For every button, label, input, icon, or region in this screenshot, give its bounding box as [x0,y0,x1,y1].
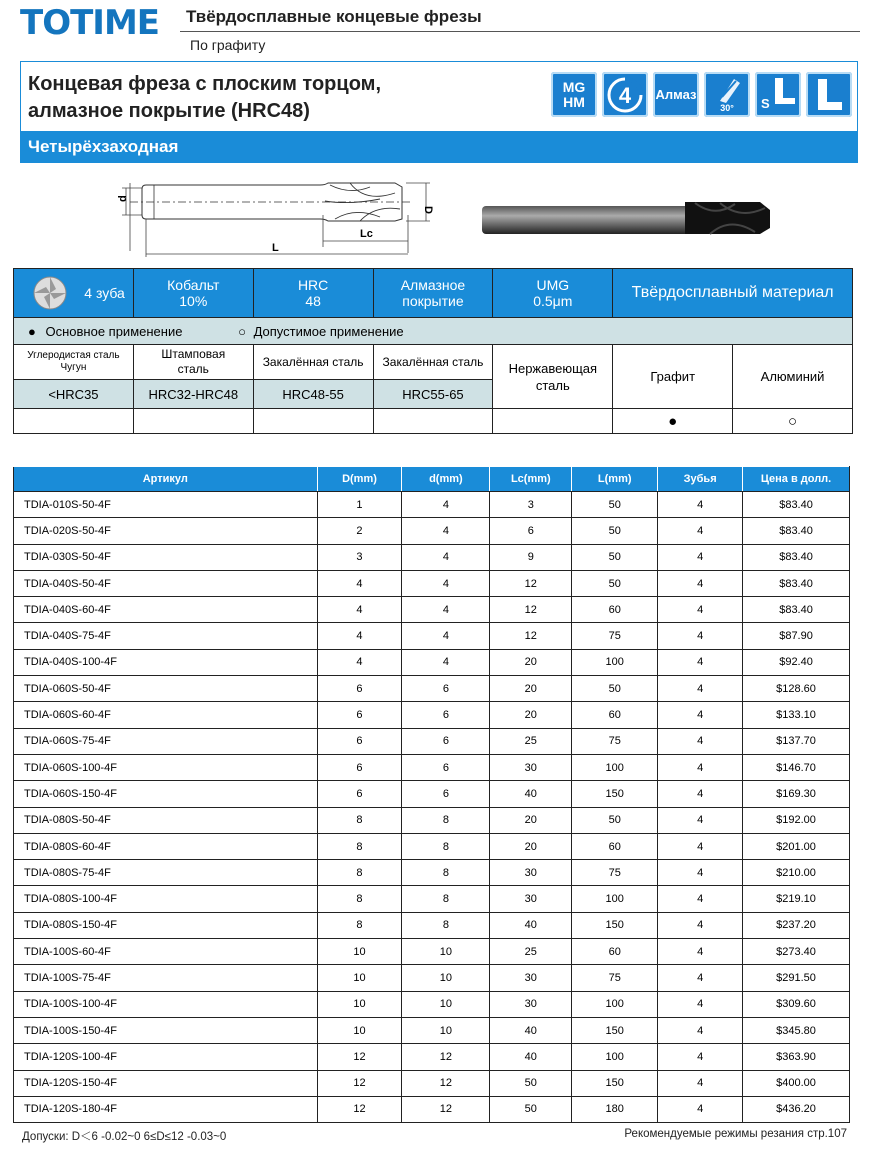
table-cell: 50 [572,676,658,702]
cast-iron-label: Чугун [60,362,87,373]
table-cell: 8 [317,833,402,859]
article-cell: TDIA-040S-75-4F [14,623,318,649]
table-cell: 8 [317,860,402,886]
section-bar: Четырёхзаходная [20,131,858,163]
table-cell: 20 [490,702,572,728]
table-row [14,1096,850,1122]
table-cell: 4 [317,623,402,649]
article-cell: TDIA-010S-50-4F [14,492,318,518]
table-row [14,965,850,991]
table-row [14,1070,850,1096]
hardened-steel-header-2: Закалённая сталь [373,345,493,380]
table-cell: 4 [402,597,490,623]
table-cell: 4 [658,754,743,780]
table-row [14,597,850,623]
column-header: d(mm) [402,467,490,492]
table-cell: 100 [572,754,658,780]
table-row [14,860,850,886]
article-cell: TDIA-080S-75-4F [14,860,318,886]
table-cell: $133.10 [743,702,850,728]
article-cell: TDIA-100S-150-4F [14,1017,318,1043]
table-cell: 4 [658,833,743,859]
table-cell: 6 [402,702,490,728]
table-cell: 30 [490,965,572,991]
table-cell: 10 [317,939,402,965]
article-cell: TDIA-060S-50-4F [14,676,318,702]
article-cell: TDIA-100S-75-4F [14,965,318,991]
table-cell: 4 [658,676,743,702]
table-cell: 75 [572,965,658,991]
table-cell: $400.00 [743,1070,850,1096]
table-row [14,623,850,649]
die-steel-value: HRC32-HRC48 [133,380,253,409]
diamond-label: Алмаз [655,87,697,102]
table-cell: 8 [317,886,402,912]
article-cell: TDIA-080S-100-4F [14,886,318,912]
hrc-label: HRC [297,277,329,293]
table-cell: 10 [317,965,402,991]
table-cell: 4 [658,597,743,623]
table-cell: 6 [317,702,402,728]
coating-label-2: покрытие [402,293,464,309]
table-row [14,807,850,833]
table-cell: 150 [572,1070,658,1096]
table-cell: 40 [490,1017,572,1043]
table-cell: 12 [317,1070,402,1096]
table-cell: 8 [402,912,490,938]
article-cell: TDIA-100S-60-4F [14,939,318,965]
table-cell: 4 [658,912,743,938]
table-cell: $128.60 [743,676,850,702]
table-cell: 100 [572,991,658,1017]
table-cell: $87.90 [743,623,850,649]
drawing-D-label: D [422,206,434,214]
table-cell: 50 [572,544,658,570]
helix-angle-badge-icon [704,72,750,117]
table-cell: 4 [658,570,743,596]
table-cell: 30 [490,754,572,780]
table-cell: 4 [658,991,743,1017]
table-cell: 30 [490,991,572,1017]
table-cell: 30 [490,860,572,886]
table-cell: 180 [572,1096,658,1122]
table-cell: 10 [317,1017,402,1043]
brand-logo: TOTIME [20,3,159,43]
table-cell: 40 [490,781,572,807]
table-cell: 6 [317,728,402,754]
table-cell: 30 [490,886,572,912]
table-cell: $83.40 [743,492,850,518]
article-cell: TDIA-120S-180-4F [14,1096,318,1122]
table-cell: $137.70 [743,728,850,754]
table-cell: 4 [317,570,402,596]
table-cell: 12 [317,1044,402,1070]
table-cell: 4 [658,781,743,807]
table-cell: $363.90 [743,1044,850,1070]
table-cell: $83.40 [743,518,850,544]
stainless-label-1: Нержавеющая [508,360,598,376]
table-cell: 10 [402,939,490,965]
table-cell: 4 [658,518,743,544]
table-cell: 12 [402,1044,490,1070]
cutting-modes-note: Рекомендуемые режимы резания стр.107 [624,1128,847,1140]
table-cell: 60 [572,939,658,965]
die-steel-mark [133,409,253,434]
cobalt-value: 10% [179,293,208,309]
table-row [14,728,850,754]
s-label: S [761,96,770,111]
table-cell: 12 [402,1096,490,1122]
table-cell: $345.80 [743,1017,850,1043]
table-cell: 60 [572,702,658,728]
feature-badges [551,72,852,117]
table-cell: 20 [490,676,572,702]
table-row [14,754,850,780]
table-cell: 150 [572,781,658,807]
product-title [28,71,381,125]
table-cell: 60 [572,833,658,859]
diamond-coating-badge-icon [653,72,699,117]
column-header: Артикул [14,467,318,492]
table-cell: 4 [658,1070,743,1096]
table-cell: 3 [317,544,402,570]
teeth-cell [14,269,134,318]
graphite-header: Графит [613,345,733,409]
header-divider [180,31,860,32]
mg-hm-badge-icon [551,72,597,117]
table-cell: $291.50 [743,965,850,991]
teeth-label: 4 зуба [84,285,125,301]
table-cell: 50 [572,570,658,596]
table-cell: 50 [572,807,658,833]
table-row [14,518,850,544]
table-cell: $83.40 [743,597,850,623]
table-cell: 40 [490,912,572,938]
table-cell: 50 [572,518,658,544]
table-cell: 50 [490,1096,572,1122]
hardened-steel-header-1: Закалённая сталь [253,345,373,380]
table-cell: 4 [658,807,743,833]
coating-cell [373,269,493,318]
table-cell: $219.10 [743,886,850,912]
column-header: L(mm) [572,467,658,492]
table-cell: 4 [658,623,743,649]
article-cell: TDIA-030S-50-4F [14,544,318,570]
table-cell: $83.40 [743,544,850,570]
article-cell: TDIA-060S-75-4F [14,728,318,754]
filled-dot-icon: ● [28,323,36,339]
table-cell: 6 [402,676,490,702]
table-row [14,570,850,596]
table-row [14,702,850,728]
carbon-steel-value: <HRC35 [14,380,134,409]
product-table-body [14,492,850,1123]
catalog-subtitle: По графиту [190,37,266,53]
four-flute-badge-icon [602,72,648,117]
cross-section-icon [28,273,72,313]
table-row [14,886,850,912]
table-cell: 4 [658,965,743,991]
table-cell: 6 [490,518,572,544]
table-cell: 6 [402,781,490,807]
table-cell: 20 [490,649,572,675]
carbon-steel-label: Углеродистая сталь [27,350,120,361]
stainless-steel-mark [493,409,613,434]
mg-label: MG [562,78,586,95]
table-cell: 4 [658,939,743,965]
table-cell: 100 [572,649,658,675]
table-cell: 1 [317,492,402,518]
article-cell: TDIA-120S-100-4F [14,1044,318,1070]
article-cell: TDIA-080S-60-4F [14,833,318,859]
table-row [14,676,850,702]
table-cell: 50 [572,492,658,518]
table-cell: $436.20 [743,1096,850,1122]
article-cell: TDIA-040S-60-4F [14,597,318,623]
drawing-d-label: d [117,195,129,202]
article-cell: TDIA-080S-50-4F [14,807,318,833]
graphite-mark-icon: ● [613,409,733,434]
table-cell: 12 [402,1070,490,1096]
table-cell: $201.00 [743,833,850,859]
article-cell: TDIA-060S-150-4F [14,781,318,807]
umg-value: 0.5μm [533,293,573,309]
table-cell: 6 [402,728,490,754]
table-cell: 12 [317,1096,402,1122]
drawing-lc-label: Lc [360,228,373,240]
table-cell: 75 [572,623,658,649]
dimension-drawing [110,175,450,260]
table-cell: 8 [402,833,490,859]
table-cell: 8 [317,807,402,833]
table-cell: 40 [490,1044,572,1070]
table-cell: 20 [490,807,572,833]
table-cell: 4 [402,649,490,675]
angle-label: 30° [720,102,734,113]
table-cell: 6 [317,781,402,807]
table-cell: 4 [402,570,490,596]
table-cell: 4 [658,702,743,728]
hrc-cell [253,269,373,318]
table-cell: 4 [658,860,743,886]
tolerance-note: Допуски: D＜6 -0.02~0 6≤D≤12 -0.03~0 [22,1131,227,1143]
table-cell: $210.00 [743,860,850,886]
table-cell: 4 [402,544,490,570]
table-row [14,1017,850,1043]
legend-allowed-label: Допустимое применение [253,323,404,339]
table-cell: 100 [572,1044,658,1070]
table-cell: 10 [402,1017,490,1043]
table-cell: 8 [402,807,490,833]
table-cell: 20 [490,833,572,859]
hm-label: HM [563,93,585,110]
legend-main-label: Основное применение [45,323,183,339]
table-cell: 4 [658,1096,743,1122]
drawing-l-label: L [272,242,279,254]
article-cell: TDIA-080S-150-4F [14,912,318,938]
hardened-steel-mark-2 [373,409,493,434]
column-header: Цена в долл. [743,467,850,492]
cobalt-label: Кобальт [167,277,220,293]
table-row [14,649,850,675]
die-steel-label-1: Штамповая [161,347,226,361]
article-cell: TDIA-100S-100-4F [14,991,318,1017]
square-end-badge-icon [806,72,852,117]
article-cell: TDIA-060S-100-4F [14,754,318,780]
table-cell: 25 [490,728,572,754]
cobalt-cell [133,269,253,318]
table-cell: 4 [658,728,743,754]
table-cell: $92.40 [743,649,850,675]
table-cell: 50 [490,1070,572,1096]
stainless-steel-header [493,345,613,409]
table-row [14,1044,850,1070]
table-cell: 60 [572,597,658,623]
article-cell: TDIA-040S-100-4F [14,649,318,675]
table-cell: 12 [490,623,572,649]
die-steel-header [133,345,253,380]
table-cell: 12 [490,570,572,596]
column-header: D(mm) [317,467,402,492]
table-cell: $169.30 [743,781,850,807]
die-steel-label-2: сталь [177,362,209,376]
table-cell: 3 [490,492,572,518]
article-cell: TDIA-020S-50-4F [14,518,318,544]
carbon-steel-mark [14,409,134,434]
table-cell: 2 [317,518,402,544]
table-row [14,544,850,570]
table-cell: 4 [658,886,743,912]
table-cell: 150 [572,1017,658,1043]
table-row [14,991,850,1017]
product-table [13,466,850,1123]
product-title-line2: алмазное покрытие (HRC48) [28,100,310,122]
hardened-steel-value-2: HRC55-65 [373,380,493,409]
end-mill-photo [480,188,780,238]
table-row [14,912,850,938]
material-cell: Твёрдосплавный материал [613,269,853,318]
spec-table [13,268,853,434]
table-cell: 6 [317,754,402,780]
table-row [14,939,850,965]
hardened-steel-mark-1 [253,409,373,434]
table-cell: 150 [572,912,658,938]
table-cell: 4 [658,649,743,675]
column-header: Lc(mm) [490,467,572,492]
table-row [14,781,850,807]
table-cell: 4 [402,518,490,544]
flutes-label: 4 [618,82,632,108]
table-cell: 4 [658,492,743,518]
article-cell: TDIA-040S-50-4F [14,570,318,596]
table-cell: 9 [490,544,572,570]
table-cell: 8 [317,912,402,938]
aluminum-mark-icon: ○ [733,409,853,434]
table-cell: 6 [402,754,490,780]
table-cell: 4 [402,492,490,518]
hrc-value: 48 [305,293,321,309]
catalog-title: Твёрдосплавные концевые фрезы [186,7,482,26]
hollow-dot-icon: ○ [238,323,246,339]
hardened-steel-value-1: HRC48-55 [253,380,373,409]
square-end-s-badge-icon [755,72,801,117]
table-cell: 75 [572,860,658,886]
table-cell: 4 [658,1017,743,1043]
table-cell: 4 [658,544,743,570]
carbon-steel-header [14,345,134,380]
column-header: Зубья [658,467,743,492]
coating-label-1: Алмазное [400,277,466,293]
table-cell: 4 [402,623,490,649]
table-cell: 6 [317,676,402,702]
table-cell: $192.00 [743,807,850,833]
article-cell: TDIA-060S-60-4F [14,702,318,728]
article-cell: TDIA-120S-150-4F [14,1070,318,1096]
product-title-line1: Концевая фреза с плоским торцом, [28,73,381,95]
table-cell: 8 [402,860,490,886]
table-cell: 4 [317,649,402,675]
table-cell: $309.60 [743,991,850,1017]
table-row [14,833,850,859]
table-cell: 25 [490,939,572,965]
table-cell: 10 [317,991,402,1017]
table-cell: $237.20 [743,912,850,938]
aluminum-header: Алюминий [733,345,853,409]
table-cell: 8 [402,886,490,912]
table-cell: 4 [658,1044,743,1070]
stainless-label-2: сталь [535,377,570,393]
table-cell: $83.40 [743,570,850,596]
table-row [14,492,850,518]
table-cell: 10 [402,965,490,991]
legend-row [14,318,853,345]
product-table-header [14,467,850,492]
table-cell: 75 [572,728,658,754]
table-cell: 12 [490,597,572,623]
table-cell: $146.70 [743,754,850,780]
table-cell: 10 [402,991,490,1017]
umg-label: UMG [536,277,570,293]
table-cell: 100 [572,886,658,912]
table-cell: $273.40 [743,939,850,965]
umg-cell [493,269,613,318]
table-cell: 4 [317,597,402,623]
